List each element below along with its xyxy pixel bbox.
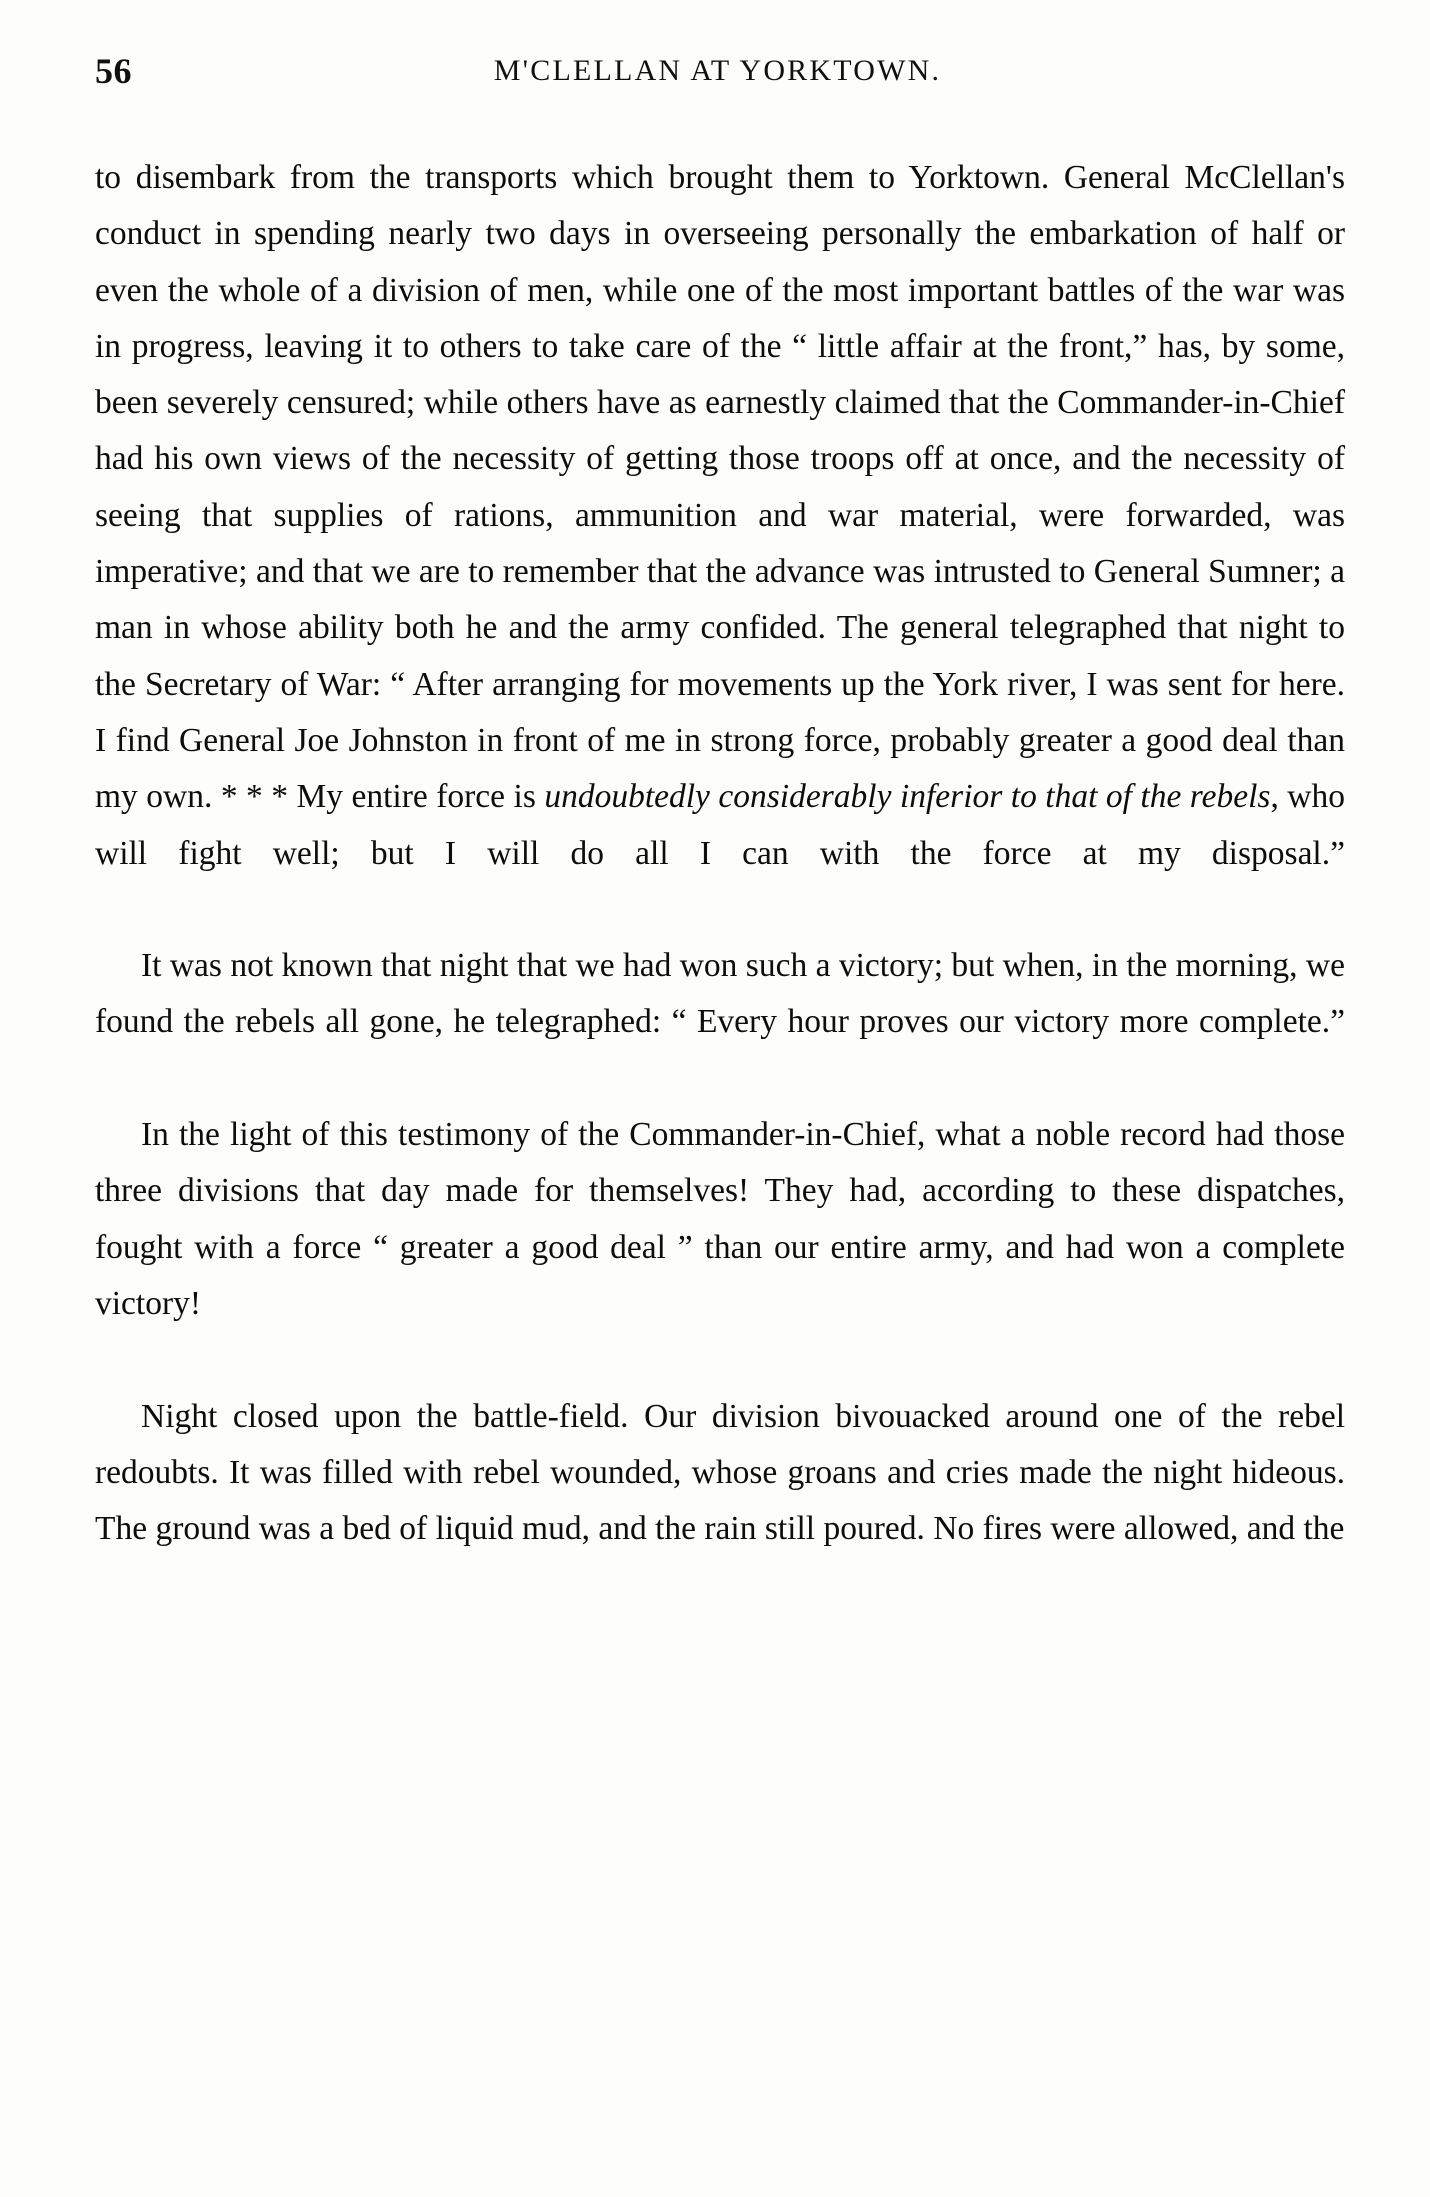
text-run: Night closed upon the battle-field. Our division bivouacked around one of the rebel redoubts. It was filled with rebel wounded, whose groans and cries made the night hideous. The ground was a bed of liquid mud, and the rain still poured. No fires were allowed, and the [95,1397,1345,1548]
para-4 [95,1389,1345,1558]
text-run: It was not known that night that we had won such a victory; but when, in the morning, we found the rebels all gone, he telegraphed: “ Every hour proves our victory more complete.” [95,947,1345,1041]
page-number: 56 [95,51,132,91]
para-3 [95,1107,1345,1388]
body-text [95,150,1345,1557]
running-head: M'CLELLAN AT YORKTOWN. [493,54,942,87]
para-2 [95,938,1345,1107]
text-run: to disembark from the transports which brought them to Yorktown. General McClellan's conduct in spending nearly two days in overseeing personally the embarkation of half or even the whole of a division of men, while one of the most important battles of the war was in progress, leaving it to others to take care of the “ little affair at the front,” has, by some, been severely censured; while others have as earnestly claimed that the Commander-in-Chief had his own views of the necessity of getting those troops off at once, and the necessity of seeing that supplies of rations, ammunition and war material, were forwarded, was imperative; and that we are to remember that the advance was intrusted to General Sumner; a man in whose ability both he and the army confided. The general telegraphed that night to the Secretary of War: “ After arranging for movements up the York river, I was sent for here. I find General Joe Johnston in front of me in strong force, probably greater a good deal than my own. * * * My entire force is [95,159,1345,816]
page-header [95,50,1340,100]
text-run: In the light of this testimony of the Commander-in-Chief, what a noble record had those three divisions that day made for themselves! They had, according to these dispatches, fought with a force “ greater a good deal ” than our entire army, and had won a complete victory! [95,1116,1345,1322]
text-run: , who will fight well; but I will do all I can with the force at my disposal.” [95,778,1345,872]
para-1 [95,150,1345,938]
emphasis-run: undoubtedly considerably inferior to that of the rebels [544,778,1271,816]
